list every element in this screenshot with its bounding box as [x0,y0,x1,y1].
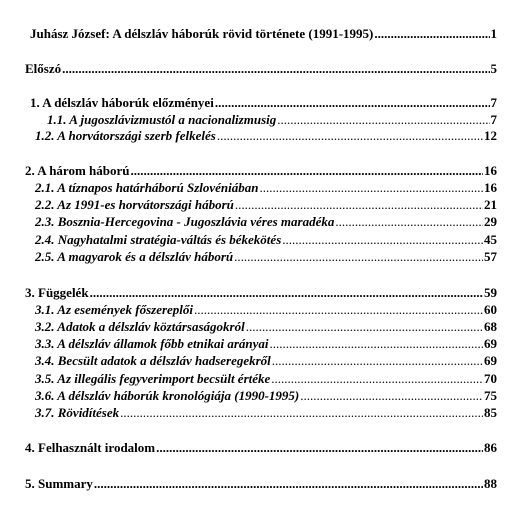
toc-entry-page: 68 [484,319,497,334]
toc-entry-page: 7 [490,112,497,127]
dot-leader [300,388,483,404]
toc-entry-page: 12 [484,128,497,143]
dot-leader [234,249,483,265]
toc-entry-title: 3.1. Az események főszereplői [35,302,194,317]
toc-entry-3-4[interactable] [35,353,497,369]
toc-entry-page: 16 [484,163,497,178]
dot-leader [374,26,489,42]
toc-entry-title: 2.3. Bosznia-Hercegovina - Jugoszlávia véres maradéka [35,214,335,229]
toc-entry-page: 21 [484,197,497,212]
toc-entry-title: 1. A délszláv háborúk előzményei [30,95,214,110]
toc-entry-page: 85 [484,405,497,420]
toc-entry-3-7[interactable] [35,405,497,421]
toc-entry-page: 45 [484,232,497,247]
toc-entry-3-5[interactable] [35,371,497,387]
toc-entry-3-3[interactable] [35,336,497,352]
toc-entry-title: 2.4. Nagyhatalmi stratégia-váltás és békekötés [35,232,282,247]
toc-entry-page: 5 [490,61,497,76]
dot-leader [277,112,489,128]
dot-leader [90,285,483,301]
toc-entry-page: 86 [484,440,497,455]
toc-entry-3-2[interactable] [35,319,497,335]
toc-entry-title: 3.7. Rövidítések [35,405,120,420]
toc-entry-page: 16 [484,180,497,195]
toc-entry-page: 75 [484,388,497,403]
toc-entry-eloszo[interactable] [25,61,497,77]
toc-entry-2-1[interactable] [35,180,497,196]
dot-leader [62,61,489,77]
dot-leader [235,197,483,213]
toc-entry-page: 59 [484,285,497,300]
toc-entry-title: 2.2. Az 1991-es horvátországi háború [35,197,234,212]
toc-entry-title: 1.1. A jugoszlávizmustól a nacionalizmusig [47,112,277,127]
dot-leader [131,163,483,179]
dot-leader [246,319,483,335]
toc-entry-chapter-1[interactable] [30,95,497,111]
toc-entry-3-6[interactable] [35,388,497,404]
toc-entry-title: Juhász József: A délszláv háborúk rövid története (1991-1995) [30,26,374,41]
toc-entry-title: 3.6. A délszláv háborúk kronológiája (1990-1995) [35,388,300,403]
toc-entry-chapter-3[interactable] [25,285,497,301]
toc-entry-title: 5. Summary [25,476,93,491]
dot-leader [94,476,483,492]
dot-leader [120,405,483,421]
toc-entry-title: 3. Függelék [25,285,89,300]
dot-leader [215,95,490,111]
toc-entry-chapter-2[interactable] [25,163,497,179]
toc-entry-page: 70 [484,371,497,386]
dot-leader [259,180,483,196]
dot-leader [156,440,483,456]
toc-entry-title: 2. A három háború [25,163,130,178]
toc-entry-page: 69 [484,336,497,351]
dot-leader [194,302,483,318]
dot-leader [282,232,483,248]
toc-entry-1-1[interactable] [47,112,497,128]
dot-leader [335,214,483,230]
toc-entry-title: 2.1. A tíznapos határháború Szlovéniában [35,180,259,195]
dot-leader [270,336,483,352]
toc-entry-page: 69 [484,353,497,368]
dot-leader [271,371,483,387]
toc-entry-title: 3.2. Adatok a délszláv köztársaságokról [35,319,245,334]
toc-entry-title: Előszó [25,61,62,76]
toc-entry-2-5[interactable] [35,249,497,265]
toc-entry-page: 7 [490,95,497,110]
toc-entry-page: 57 [484,249,497,264]
toc-entry-1-2[interactable] [35,128,497,144]
toc-entry-title: 3.5. Az illegális fegyverimport becsült értéke [35,371,271,386]
toc-entry-title: 3.4. Becsült adatok a délszláv hadseregekről [35,353,271,368]
dot-leader [217,128,483,144]
toc-entry-page: 88 [484,476,497,491]
toc-entry-chapter-4[interactable] [25,440,497,456]
toc-entry-page: 1 [490,26,497,41]
toc-entry-3-1[interactable] [35,302,497,318]
toc-entry-main-title[interactable] [30,26,497,42]
toc-entry-page: 29 [484,214,497,229]
dot-leader [272,353,483,369]
toc-entry-title: 2.5. A magyarok és a délszláv háború [35,249,234,264]
toc-entry-title: 3.3. A délszláv államok főbb etnikai arányai [35,336,269,351]
toc-entry-title: 1.2. A horvátországi szerb felkelés [35,128,216,143]
toc-entry-chapter-5[interactable] [25,476,497,492]
toc-entry-2-3[interactable] [35,214,497,230]
toc-entry-page: 60 [484,302,497,317]
toc-entry-2-2[interactable] [35,197,497,213]
toc-entry-title: 4. Felhasznált irodalom [25,440,156,455]
toc-entry-2-4[interactable] [35,232,497,248]
